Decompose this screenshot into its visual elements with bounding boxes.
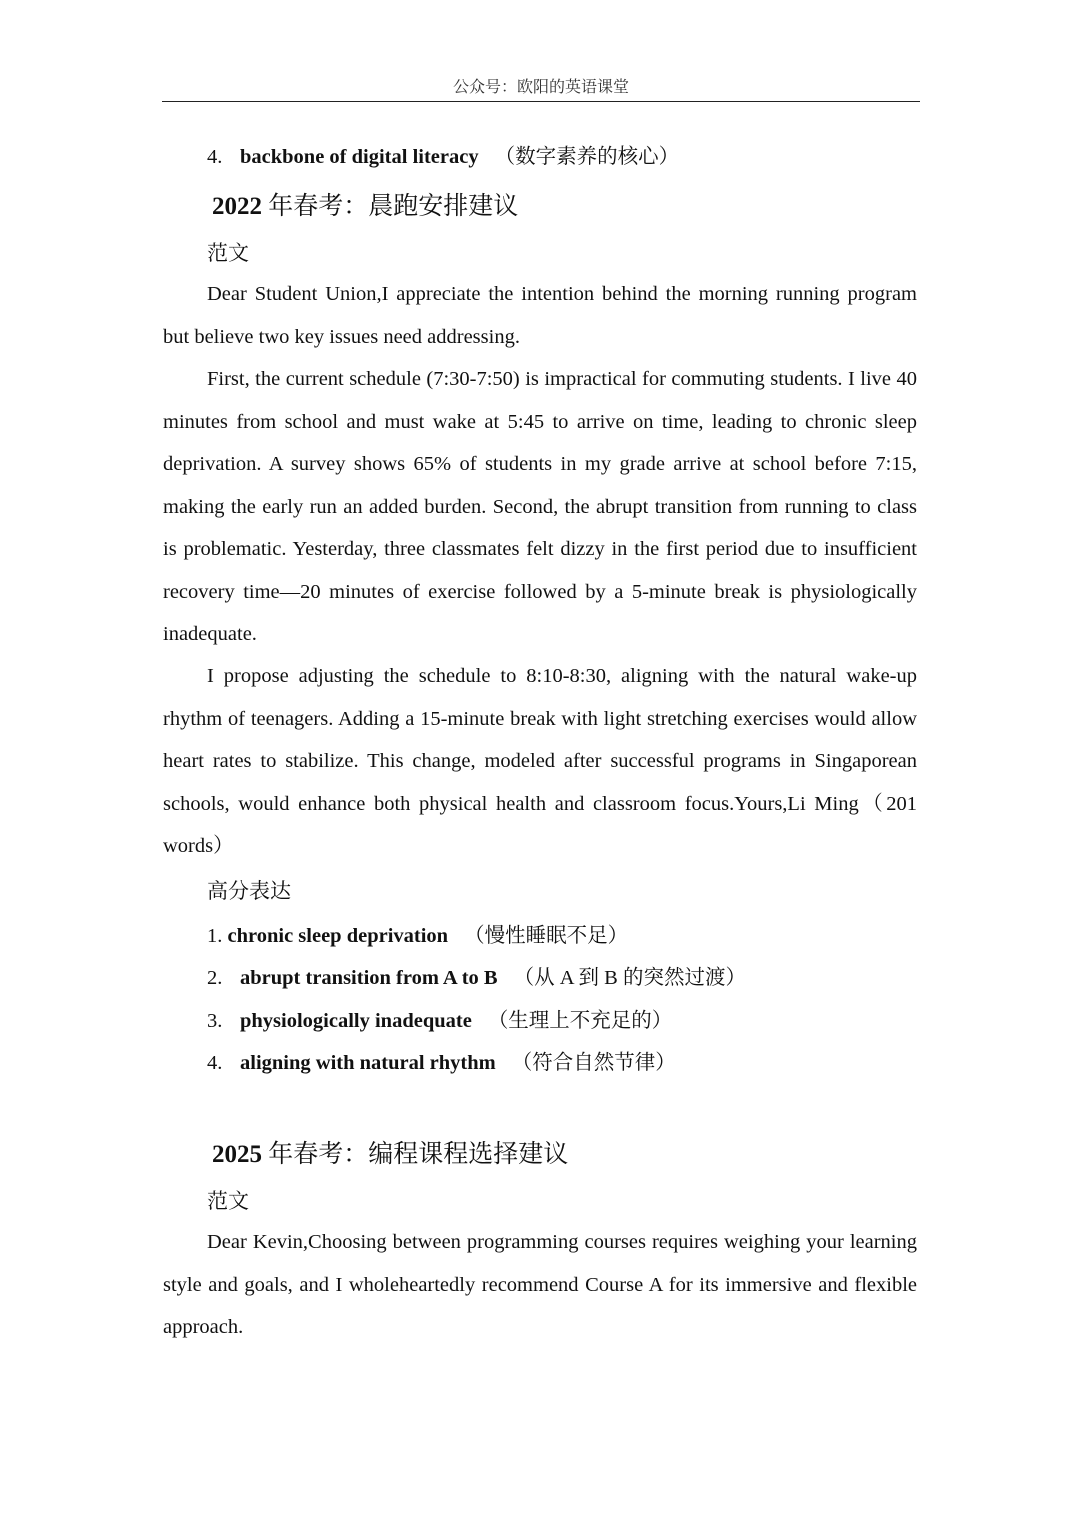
- essay-paragraph: First, the current schedule (7:30-7:50) is impractical for commuting students. I live 40 minutes from school and must wake at 5:45 to arrive on time, leading to chronic sleep deprivation. A survey shows 65% of students in my grade arrive at school before 7:15, making the early run an added burden. Second, the abrupt transition from running to class is problematic. Yesterday, three classmates felt dizzy in the first period due to insufficient recovery time—20 minutes of exercise followed by a 5-minute break is physiologically inadequate.: [163, 368, 917, 645]
- essay-paragraph: Dear Kevin,Choosing between programming courses requires weighing your learning style and goals, and I wholeheartedly recommend Course A for its immersive and flexible approach.: [163, 1231, 917, 1338]
- expression-item: [207, 139, 679, 169]
- section-title: [212, 186, 518, 222]
- page-header: 公众号：欧阳的英语课堂: [162, 74, 920, 102]
- expression-item: [207, 918, 628, 948]
- expression-item: [207, 960, 746, 990]
- item-number: 3.: [207, 1010, 223, 1032]
- item-number: 4.: [207, 1052, 223, 1074]
- section-year: 2025: [212, 1141, 262, 1168]
- item-term: physiologically inadequate: [240, 1010, 472, 1032]
- sample-essay-label: 范文: [207, 1189, 249, 1213]
- essay-paragraph: Dear Student Union,I appreciate the intention behind the morning running program but believe two key issues need addressing.: [163, 283, 917, 348]
- item-translation: （符合自然节律）: [511, 1052, 676, 1074]
- item-term: abrupt transition from A to B: [240, 967, 498, 989]
- expression-item: [207, 1003, 672, 1033]
- section-title-text: 年春考：晨跑安排建议: [262, 193, 519, 220]
- sample-essay-label: 范文: [207, 241, 249, 265]
- item-translation: （从 A 到 B 的突然过渡）: [513, 967, 746, 989]
- essay-paragraph: I propose adjusting the schedule to 8:10-8:30, aligning with the natural wake-up rhythm of teenagers. Adding a 15-minute break with light stretching exercises would allow heart rates to stabilize. This change, modeled after successful programs in Singaporean schools, would enhance both physical health and classroom focus.Yours,Li Ming（201 words）: [163, 665, 917, 857]
- item-number: 4.: [207, 146, 223, 168]
- item-translation: （生理上不充足的）: [487, 1010, 673, 1032]
- section-year: 2022: [212, 193, 262, 220]
- item-term: backbone of digital literacy: [240, 146, 479, 168]
- expression-item: [207, 1045, 676, 1075]
- item-number: 1.: [207, 925, 223, 947]
- item-translation: （慢性睡眠不足）: [464, 925, 629, 947]
- section-title: [212, 1134, 568, 1170]
- item-term: chronic sleep deprivation: [227, 925, 449, 947]
- item-translation: （数字素养的核心）: [494, 146, 680, 168]
- item-term: aligning with natural rhythm: [240, 1052, 496, 1074]
- expressions-label: 高分表达: [207, 879, 291, 903]
- item-number: 2.: [207, 967, 223, 989]
- section-title-text: 年春考：编程课程选择建议: [262, 1141, 569, 1168]
